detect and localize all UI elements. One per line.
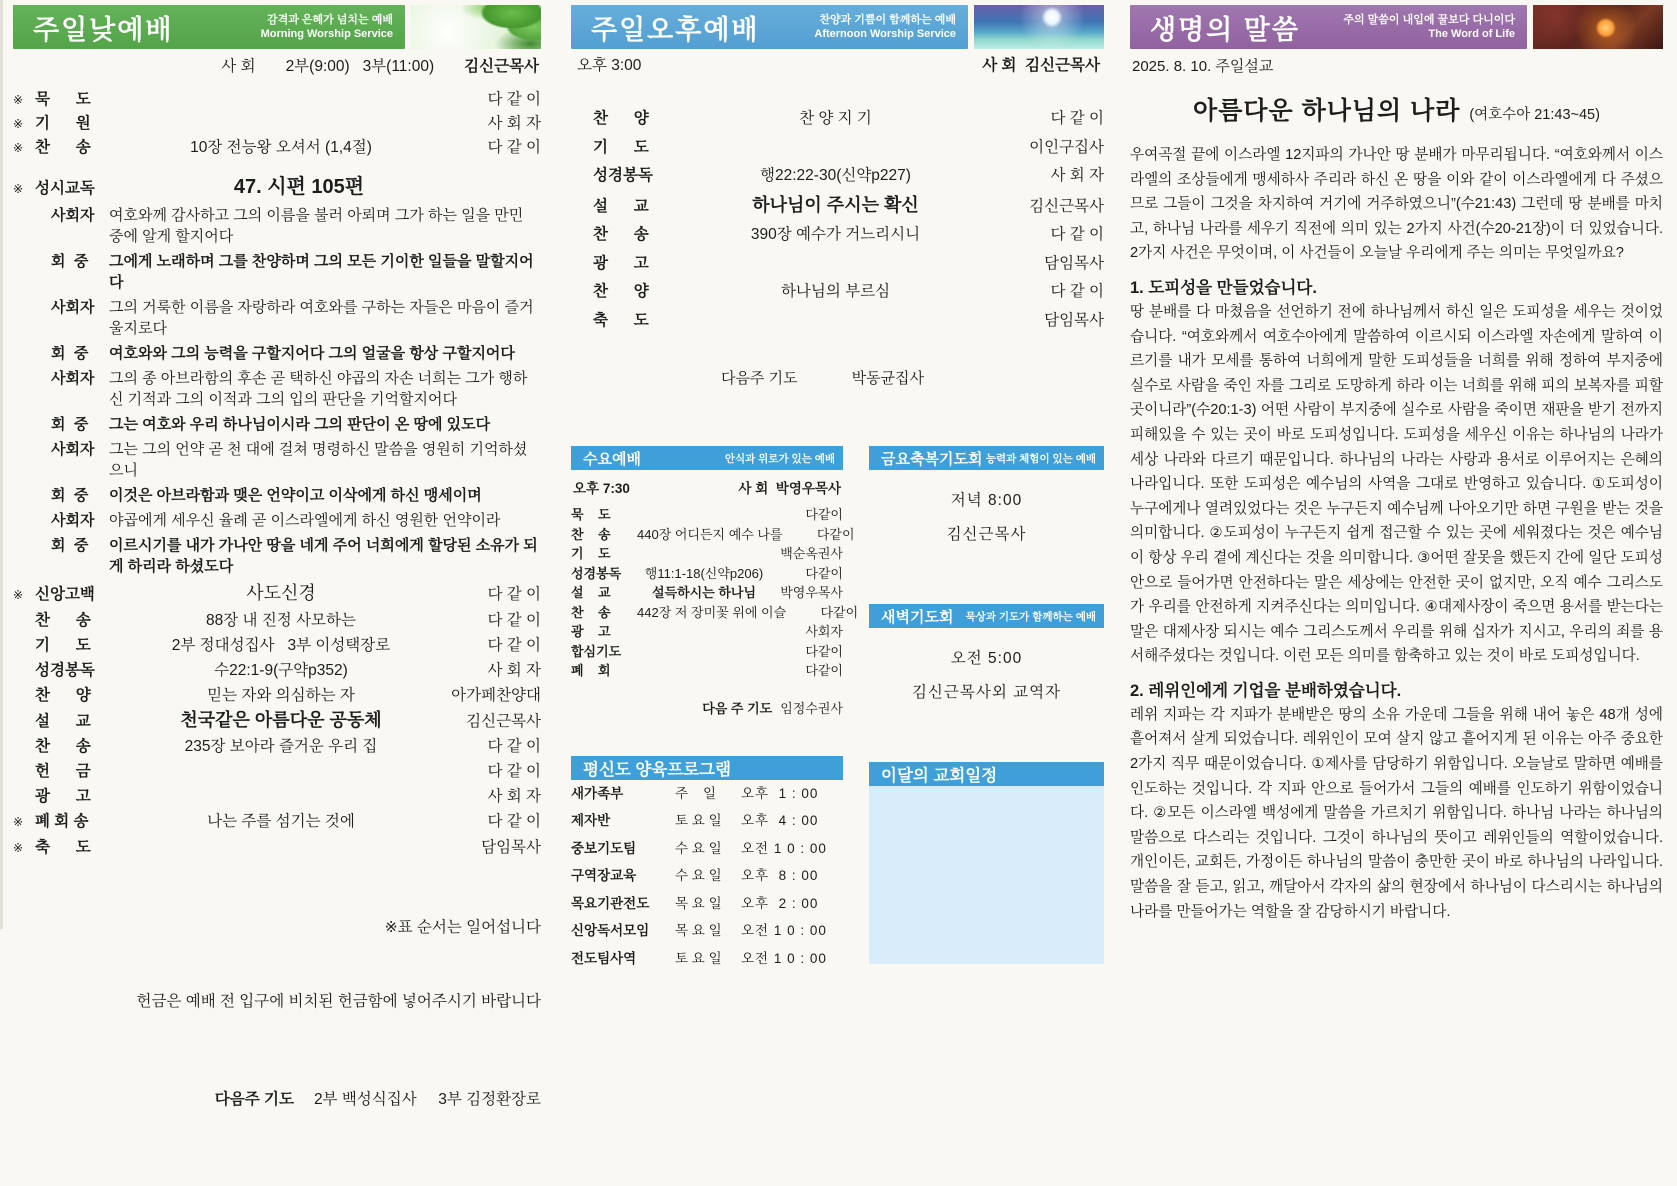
responsive-reading-line [13,205,541,247]
program-item-leader: 다 같 이 [487,763,541,780]
next-week-prayer-line [13,1063,541,1137]
training-name: 중보기도팀 [571,840,637,856]
program-row [13,88,541,112]
program-item-leader: 다 같 이 [1050,283,1104,300]
program-item-content: 사도신경 [246,583,316,603]
program-item-leader: 사 회 자 [487,788,541,805]
reading-text: 이르시기를 내가 가나안 땅을 네게 주어 너희에게 할당된 소유가 되게 하리라 하셨도다 [109,537,538,575]
monthly-schedule-box [869,762,1104,964]
standing-mark: ※ [13,815,24,829]
program-item-label: 축 도 [593,311,649,329]
program-item-content: 442장 저 장미꽃 위에 이슬 [637,604,787,620]
program-row [13,658,541,683]
footnote-standing: ※표 순서는 일어섭니다 [384,919,541,936]
box-title: 금요축복기도회 [881,450,983,468]
program-item-leader: 다 같 이 [487,91,541,108]
training-time: 오후 1 : 00 [741,785,819,801]
morning-program-rows-a [13,88,541,160]
afternoon-presider-line [982,55,1100,77]
box-tagline: 안식과 위로가 있는 예배 [724,452,835,465]
responsive-reading-line [13,297,541,339]
reading-title: 47. 시편 105편 [233,176,365,198]
program-item-leader: 사 회 자 [487,662,541,679]
reading-text: 여호와께 감사하고 그의 이름을 불러 아뢰며 그가 하는 일을 만민 중에 알게 할지어다 [109,207,524,245]
morning-tagline [261,13,393,41]
program-item-content: 440장 어디든지 예수 나를 [637,526,783,542]
standing-mark: ※ [13,117,24,131]
program-row [571,307,1104,336]
program-item-label: 기 도 [35,637,91,654]
program-item-label: 찬 양 [593,283,649,300]
reading-speaker: 사회자 [51,512,95,529]
program-row [13,683,541,708]
friday-box-body [869,470,1104,568]
service-leader: 김신근목사외 교역자 [911,684,1062,701]
box-tagline: 묵상과 기도가 함께하는 예배 [965,610,1096,623]
training-name: 목요기관전도 [571,895,650,911]
program-row [571,162,1104,191]
wednesday-service-info [573,477,841,497]
program-row [13,112,541,136]
program-item-leader: 다 같 이 [487,586,541,603]
training-row [571,917,843,945]
program-row [571,544,843,564]
sermon-title: 아름다운 하나님의 나라 [1193,97,1461,125]
training-row [571,780,843,808]
responsive-reading-line [13,535,541,577]
service-time: 오후 7:30 [573,481,630,496]
word-header-bar [1130,5,1527,49]
training-time: 오후 4 : 00 [741,813,819,828]
program-item-leader: 다 같 이 [487,139,541,156]
program-row [571,642,843,662]
next-week-name: 박동균집사 [851,370,925,387]
next-week-name: 임정수권사 [780,700,843,716]
program-item-label: 찬 송 [571,604,611,620]
program-item-label: 설 교 [593,197,649,215]
program-item-content: 믿는 자와 의심하는 자 [207,687,355,704]
program-row [13,581,541,608]
reading-speaker: 회 중 [51,537,89,554]
green-leaves-photo [411,5,541,49]
responsive-reading-line [13,343,541,364]
next-week-label: 다음주 기도 [214,1090,294,1108]
standing-mark: ※ [13,141,24,155]
program-item-content: 390장 예수가 거느리시니 [750,226,921,243]
presider-label: 사 회 [738,481,769,496]
program-item-leader: 사 회 자 [1050,167,1104,184]
dawn-box-body [869,628,1104,726]
morning-header-bar [13,5,405,49]
schedule-box-header [869,762,1104,786]
word-title: 생명의 말씀 [1150,14,1300,45]
sermon-section-heading: 1. 도피성을 만들었습니다. [1130,278,1317,297]
program-item-label: 헌 금 [35,763,91,780]
program-item-label: 찬 송 [571,526,611,542]
word-tagline-en: The Word of Life [1428,28,1515,40]
training-name: 구역장교육 [571,868,637,883]
box-title: 새벽기도회 [881,608,954,626]
presider-label: 사 회 [982,57,1017,74]
wednesday-program-rows [571,505,859,681]
afternoon-header-bar [571,5,968,49]
program-row [571,134,1104,163]
program-item-leader: 박영우목사 [780,585,843,600]
program-item-label: 기 원 [35,115,91,132]
program-item-content: 88장 내 진정 사모하는 [206,612,356,629]
program-item-leader: 담임목사 [481,839,541,856]
program-item-label: 성경봉독 [35,662,95,679]
sermon-section-body: 땅 분배를 다 마쳤음을 선언하기 전에 하나님께서 하신 일은 도피성을 세우는 것이었습니다. “여호와께서 여호수아에게 말씀하여 이르시되 이스라엘 자손에게 말하여 이르기를 내가 모세를 통하여 너희에게 말한 도피성들을 너희를 위해 정하여 부지중에 실수로 사람을 죽인 자를 그리로 도망하게 하라 이는 너희를 위해 피의 보복자를 피할 곳이니라”(수20:1-3) 어떤 사람이 부지중에 실수로 사람을 죽이면 재판을 받기 전까지 피해있을 수 있는 곳이 바로 도피성입니다. 도피성을 세우신 이유는 하나님의 나라가 세상 나라와 다르기 때문입니다. 하나님의 나라는 사랑과 용서로 이루어지는 은혜의 나라입니다. 또한 도피성은 예수님의 사역을 그대로 반영하고 있습니다. ①도피성이 누구에게나 열려있었다는 것은 누구든지 예수님께 나아오기만 하면 구원을 받는 것을 의미합니다. ②도피성이 누구든지 쉽게 접근할 수 있는 곳에 세워졌다는 것은 예수님이 항상 우리 곁에 계신다는 것을 의미합니다. ③어떤 잘못을 했든지 간에 일단 도피성 안으로 들어가면 안전하다는 말은 세상에는 안전한 곳이 없지만, 오직 예수 그리스도가 우리를 안전하게 지켜주신다는 의미입니다. ④대제사장이 죽으면 용서를 받는다는 말은 대제사장 되시는 예수 그리스도께서 우리를 위해 십자가 지시고, 우리의 죄를 용서해주셨다는 것입니다. 이런 모든 의미를 함축하고 있는 것이 바로 도피성입니다. [1130,303,1663,665]
program-row [571,622,843,642]
reading-label: 성시교독 [35,180,95,197]
training-day: 수 요 일 [675,868,722,883]
word-tagline-ko: 주의 말씀이 내입에 꿀보다 다니이다 [1343,14,1515,26]
training-time: 오후 2 : 00 [741,895,819,911]
training-row [571,835,843,863]
panel-word-of-life [1114,0,1677,929]
program-row [571,250,1104,279]
program-item-content: 10장 전능왕 오셔서 (1,4절) [190,139,372,156]
word-tagline [1343,13,1515,41]
presider-label: 사 회 [221,58,256,75]
afternoon-next-week-line [571,367,1104,388]
morning-tagline-en: Morning Worship Service [260,28,393,40]
training-day: 목 요 일 [675,895,722,911]
program-item-label: 폐 회 송 [35,813,89,830]
responsive-reading-line [13,485,541,506]
training-time: 오전 1 0 : 00 [741,923,827,938]
program-item-leader: 이인구집사 [1029,138,1104,156]
program-row [13,809,541,835]
lay-training-box [571,756,843,973]
afternoon-title: 주일오후예배 [591,14,760,45]
program-item-label: 축 도 [35,839,91,856]
program-item-leader: 다 같 이 [487,738,541,755]
training-name: 새가족부 [571,785,624,801]
afternoon-tagline-ko: 찬양과 기쁨이 함께하는 예배 [819,14,956,26]
sermon-sections [1130,274,1663,924]
reading-text: 야곱에게 세우신 율례 곧 이스라엘에게 하신 영원한 언약이라 [109,512,501,529]
standing-mark: ※ [13,182,24,196]
training-time: 오후 8 : 00 [741,868,819,883]
responsive-reading-line [13,368,541,410]
program-item-content: 행22:22-30(신약p227) [760,167,911,184]
program-item-content: 수22:1-9(구약p352) [214,662,348,679]
program-row [13,784,541,809]
program-row [571,564,843,584]
program-item-label: 묵 도 [35,91,91,108]
training-day: 주 일 [675,785,717,801]
reading-speaker: 회 중 [51,416,89,433]
program-item-label: 합심기도 [571,643,622,659]
training-program-rows [571,780,843,973]
box-title: 이달의 교회일정 [881,767,998,785]
program-item-leader: 사 회 자 [487,115,541,132]
program-item-leader: 김신근목사 [1029,197,1104,215]
training-time: 오전 1 0 : 00 [741,840,827,856]
sermon-title-line [1130,90,1663,127]
program-item-label: 기 도 [571,546,611,561]
dawn-box-header [869,604,1104,628]
program-item-label: 찬 송 [35,139,91,156]
program-item-leader: 김신근목사 [466,713,541,730]
reading-text: 그의 거룩한 이름을 자랑하라 여호와를 구하는 자들은 마음이 즐거울지로다 [109,299,534,337]
training-row [571,862,843,890]
wednesday-presider-line [738,477,841,497]
reading-speaker: 회 중 [51,487,89,504]
program-item-label: 찬 송 [35,612,91,629]
training-day: 토 요 일 [675,813,722,828]
program-item-leader: 다 같 이 [487,612,541,629]
sermon-section-heading: 2. 레위인에게 기업을 분배하였습니다. [1130,681,1402,700]
training-row [571,945,843,973]
program-row [13,734,541,759]
program-item-leader: 다 같 이 [1050,110,1104,127]
service-time: 오후 3:00 [577,57,642,74]
program-item-label: 폐 회 [571,663,611,678]
word-header [1130,5,1663,49]
reading-text: 이것은 아브라함과 맺은 언약이고 이삭에게 하신 맹세이며 [109,487,482,504]
afternoon-service-info [577,55,1100,77]
training-day: 목 요 일 [675,923,722,938]
afternoon-header [571,5,1104,49]
afternoon-tagline-en: Afternoon Worship Service [814,28,956,40]
presider-detail: 2부(9:00) 3부(11:00) [285,58,435,75]
program-item-content: 하나님의 부르심 [780,283,891,300]
sermon-scripture-ref: (여호수아 21:43~45) [1469,107,1600,123]
panel-morning-worship [3,0,557,1108]
program-item-leader: 사회자 [805,624,843,639]
training-row [571,807,843,835]
program-item-leader: 다같이 [805,565,843,581]
training-name: 신앙독서모임 [571,923,650,938]
service-leader: 김신근목사 [946,526,1027,543]
program-item-label: 광 고 [593,254,649,272]
lantern-photo [1533,5,1663,49]
program-item-label: 성경봉독 [571,565,622,581]
program-item-leader: 다 같 이 [487,637,541,654]
program-item-label: 광 고 [35,788,91,805]
reading-speaker: 회 중 [51,345,89,362]
reading-speaker: 사회자 [51,299,95,316]
standing-mark: ※ [13,93,24,107]
next-week-label: 다음주 기도 [720,370,798,387]
schedule-box-body [869,786,1104,964]
program-row [13,835,541,861]
wednesday-next-week-line [571,683,843,732]
friday-prayer-box [869,446,1104,568]
next-week-detail: 2부 백성식집사 3부 김정환장로 [313,1090,541,1108]
night-sea-photo [974,5,1104,49]
standing-mark: ※ [13,588,24,602]
responsive-reading-line [13,510,541,531]
reading-speaker: 사회자 [51,207,95,224]
program-row [571,191,1104,222]
program-item-leader: 담임목사 [1044,254,1104,272]
sermon-date-line: 2025. 8. 10. 주일설교 [1132,58,1274,75]
program-item-content: 찬 양 지 기 [799,110,872,127]
program-item-label: 묵 도 [571,507,611,522]
dawn-prayer-box [869,604,1104,726]
responsive-reading-line [13,251,541,293]
program-row [13,136,541,160]
box-title: 평신도 양육프로그램 [583,760,732,779]
program-item-leader: 백순옥권사 [780,546,843,561]
reading-text: 그는 여호와 우리 하나님이시라 그의 판단이 온 땅에 있도다 [109,416,491,433]
reading-text: 여호와와 그의 능력을 구할지어다 그의 얼굴을 항상 구할지어다 [109,345,515,362]
morning-title: 주일낮예배 [33,14,174,45]
sermon-intro: 우여곡절 끝에 이스라엘 12지파의 가나안 땅 분배가 마무리됩니다. “여호와께서 이스라엘의 조상들에게 맹세하사 주리라 하신 온 땅을 이와 같이 이스라엘에게 다 주셨으므로 그들이 그것을 차지하여 거기에 거주하였으니”(수21:43) 그런데 땅 분배를 마치고, 하나님 나라를 세우기 직전에 의미 있는 2가지 사건(수20-21장)이 더 있었습니다. 2가지 사건은 무엇이며, 이 사건들이 오늘날 우리에게 주는 의미는 무엇일까요? [1130,147,1663,262]
morning-presider-line [13,55,539,79]
reading-text: 그는 그의 언약 곧 천 대에 걸쳐 명령하신 말씀을 영원히 기억하셨으니 [109,441,528,479]
box-tagline: 능력과 체험이 있는 예배 [985,452,1096,465]
responsive-reading-line [13,439,541,481]
presider-name: 박영우목사 [775,481,841,496]
program-row [13,759,541,784]
program-item-leader: 다같이 [805,643,843,659]
program-item-leader: 다같이 [820,604,859,620]
program-item-label: 성경봉독 [593,167,653,184]
program-item-leader: 다 같 이 [1050,226,1104,243]
training-row [571,890,843,918]
reading-speaker: 사회자 [51,370,95,387]
next-week-label: 다음 주 기도 [702,700,773,716]
program-item-label: 기 도 [593,138,649,156]
program-item-label: 찬 양 [35,687,91,704]
program-item-label: 찬 송 [35,738,91,755]
training-name: 전도팀사역 [571,950,637,966]
program-item-content: 설득하시는 하나님 [651,585,757,600]
box-title: 수요예배 [583,450,641,468]
program-row [13,633,541,658]
program-row [571,221,1104,250]
footnote-offering: 헌금은 예배 전 입구에 비치된 헌금함에 넣어주시기 바랍니다 [136,992,541,1010]
panel-afternoon-worship [557,0,1114,966]
morning-footnotes [13,867,541,1186]
program-item-leader: 다같이 [805,663,843,678]
sermon-section-body: 레위 지파는 각 지파가 분배받은 땅의 소유 가운데 그들을 위해 내어 놓은 48개 성에 흩어져서 살게 되었습니다. 레위인이 모여 살지 않고 흩어지게 된 이유는 아주 중요한 2가지 직무 때문이었습니다. ①제사를 담당하기 위함입니다. 오늘날로 말하면 예배를 인도하는 것입니다. 각 지파 안으로 들어가서 그들의 예배를 인도하기 위함이었습니다. ②모든 이스라엘 백성에게 말씀을 가르치기 위함입니다. 하나님 나라는 하나님의 말씀으로 다스리는 것입니다. 그것이 하나님의 뜻이고 레위인들의 역할이었습니다. 개인이든, 교회든, 가정이든 하나님의 말씀이 충만한 곳이 바로 하나님의 나라입니다. 말씀을 잘 듣고, 읽고, 깨달아서 각자의 삶의 현장에서 하나님이 다스리시는 하나님의 나라를 만들어가는 역할을 잘 감당하시기 바랍니다. [1130,706,1663,920]
responsive-reading-lines [13,205,541,577]
program-item-content: 행11:1-18(신약p206) [644,565,764,581]
responsive-reading-header [13,170,541,199]
training-time: 오전 1 0 : 00 [741,950,827,966]
program-row [571,603,859,623]
program-item-leader: 담임목사 [1044,311,1104,329]
reading-text: 그의 종 아브라함의 후손 곧 택하신 야곱의 자손 너희는 그가 행하신 기적과 그의 이적과 그의 입의 판단을 기억할지어다 [109,370,528,408]
standing-mark: ※ [13,841,24,855]
program-row [571,505,843,525]
morning-header [13,5,541,49]
presider-name: 김신근목사 [464,58,539,75]
boxes-left-column [571,446,859,1000]
service-time: 오전 5:00 [950,650,1023,667]
program-row [13,608,541,633]
program-item-content: 235장 보아라 즐거운 우리 집 [184,738,378,755]
program-item-label: 찬 양 [593,110,649,127]
program-row [571,525,855,545]
program-item-content: 2부 정대성집사 3부 이성택장로 [171,637,391,654]
responsive-reading-line [13,414,541,435]
training-name: 제자반 [571,813,611,828]
presider-name: 김신근목사 [1025,57,1100,74]
program-item-label: 신앙고백 [35,586,95,603]
reading-speaker: 회 중 [51,253,89,270]
program-row [13,708,541,734]
program-item-leader: 다같이 [816,526,855,542]
service-time: 저녁 8:00 [950,492,1023,509]
wednesday-box-header [571,446,843,470]
program-item-leader: 다같이 [805,507,843,522]
reading-speaker: 사회자 [51,441,95,458]
training-box-header [571,756,843,780]
morning-tagline-ko: 감격과 은혜가 넘치는 예배 [266,14,393,26]
afternoon-tagline [814,13,956,41]
program-item-leader: 다 같 이 [487,813,541,830]
training-day: 수 요 일 [675,840,722,856]
program-row [571,278,1104,307]
friday-box-header [869,446,1104,470]
program-row [571,583,843,603]
program-item-label: 찬 송 [593,226,649,243]
training-day: 토 요 일 [675,950,722,966]
boxes-right-column [869,446,1104,1000]
morning-program-rows-b [13,581,541,861]
reading-text: 그에게 노래하며 그를 찬양하며 그의 모든 기이한 일들을 말할지어다 [109,253,534,291]
sub-service-boxes [571,446,1104,1000]
program-row [571,661,843,681]
program-item-content: 하나님이 주시는 확신 [752,194,919,215]
program-row [571,105,1104,134]
program-item-label: 광 고 [571,624,611,639]
program-item-label: 설 교 [571,585,611,600]
program-item-content: 나는 주를 섬기는 것에 [207,813,355,830]
program-item-content: 천국같은 아름다운 공동체 [180,710,382,730]
program-item-leader: 아가페찬양대 [451,687,541,704]
wednesday-service-box [571,446,859,732]
program-item-label: 설 교 [35,713,91,730]
afternoon-program-rows [571,105,1104,335]
